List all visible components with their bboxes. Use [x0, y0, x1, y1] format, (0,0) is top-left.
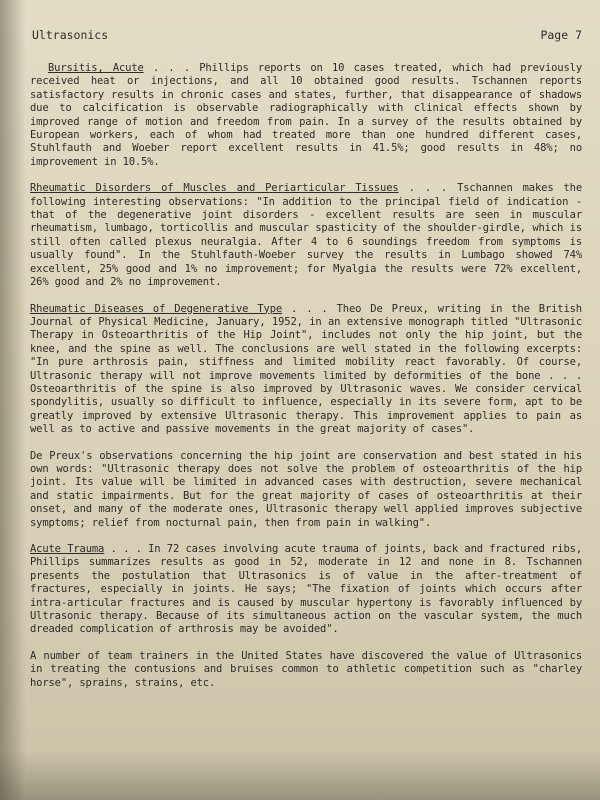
paragraph-acute-trauma	[30, 543, 582, 637]
heading-rheumatic-disorders: Rheumatic Disorders of Muscles and Periarticular Tissues	[30, 182, 399, 195]
page-edge-shadow	[0, 0, 26, 800]
paragraph-text: De Preux's observations concerning the hip joint are conservation and best stated in his own words: "Ultrasonic therapy does not solve the problem of osteoarthritis of the hip joint. Its value will be limited in advanced cases with destruction, severe mechanical and static impairments. But for the great majority of cases of osteoarthritis at their onset, and many of the moderate ones, Ultrasonic therapy well applied improves subjective symptoms; relief from nocturnal pain, then from pain in walking".	[30, 449, 582, 529]
page-header	[32, 28, 582, 42]
heading-bursitis: Bursitis, Acute	[48, 62, 144, 74]
paragraph-text: . . . Tschannen makes the following interesting observations: "In addition to the principal field of indication - that of the degenerative joint disorders - excellent results are seen in muscular rheumatism, lumbago, torticollis and muscular spasticity of the shoulder-girdle, which is still often called plexus neuralgia. After 4 to 6 soundings freedom from symptoms is usually found". In the Stuhlfauth-Woeber survey the results in Lumbago showed 74% excellent, 25% good and 1% no improvement; for Myalgia the results were 72% excellent, 26% good and 2% no improvement.	[30, 182, 582, 289]
paragraph-text: . . . Phillips reports on 10 cases treated, which had previously received heat or injections, and all 10 obtained good results. Tschannen reports satisfactory results in chronic cases and states, further, that disappearance of shadows due to calcification is observable radiographically with clinical effects shown by improved range of motion and freedom from pain. In a survey of the results obtained by European workers, each of whom had treated more than one hundred different cases, Stuhlfauth and Woeber report excellent results in 41.5%; good results in 48%; no improvement in 10.5%.	[30, 62, 582, 168]
paragraph-de-preux	[30, 450, 582, 530]
paragraph-team-trainers	[30, 650, 582, 690]
paragraph-text: . . . Theo De Preux, writing in the British Journal of Physical Medicine, January, 1952, in an extensive monograph titled "Ultrasonic Therapy in Osteoarthritis of the Hip Joint", includes not only the hip joint, but the knee, and the spine as well. The conclusions are well stated in the following excerpts: "In pure arthrosis pain, stiffness and limited mobility react favorably. Of course, Ultrasonic therapy will not improve movements limited by deformities of the bone . . . Osteoarthritis of the spine is also improved by Ultrasonic waves. We consider cervical spondylitis, usually so difficult to influence, especially in its severe form, apt to be greatly improved by extensive Ultrasonic therapy. This improvement applies to pain as well as to active and passive movements in the great majority of cases".	[30, 302, 582, 436]
paragraph-rheumatic-diseases	[30, 303, 582, 437]
paragraph-text: . . . In 72 cases involving acute trauma of joints, back and fractured ribs, Phillips summarizes results as good in 52, moderate in 12 and none in 8. Tschannen presents the postulation that Ultrasonics is of value in the after-treatment of fractures, especially in joints. He says; "The fixation of joints which occurs after intra-articular fractures and is caused by muscular hypertony is favorably influenced by Ultrasonic therapy. Because of its simultaneous action on the vascular system, the much dreaded complication of arthrosis may be avoided".	[30, 543, 582, 636]
page-number: Page 7	[540, 28, 582, 42]
paragraph-rheumatic-disorders	[30, 182, 582, 289]
document-title: Ultrasonics	[32, 28, 109, 42]
heading-acute-trauma: Acute Trauma	[30, 543, 105, 555]
paragraph-text: A number of team trainers in the United States have discovered the value of Ultrasonics in treating the contusions and bruises common to athletic competition such as "charley horse", sprains, strains, etc.	[30, 649, 582, 689]
document-body	[30, 62, 582, 703]
heading-rheumatic-diseases: Rheumatic Diseases of Degenerative Type	[30, 302, 283, 315]
page-bottom-shadow	[0, 750, 600, 800]
paragraph-bursitis	[30, 62, 582, 169]
